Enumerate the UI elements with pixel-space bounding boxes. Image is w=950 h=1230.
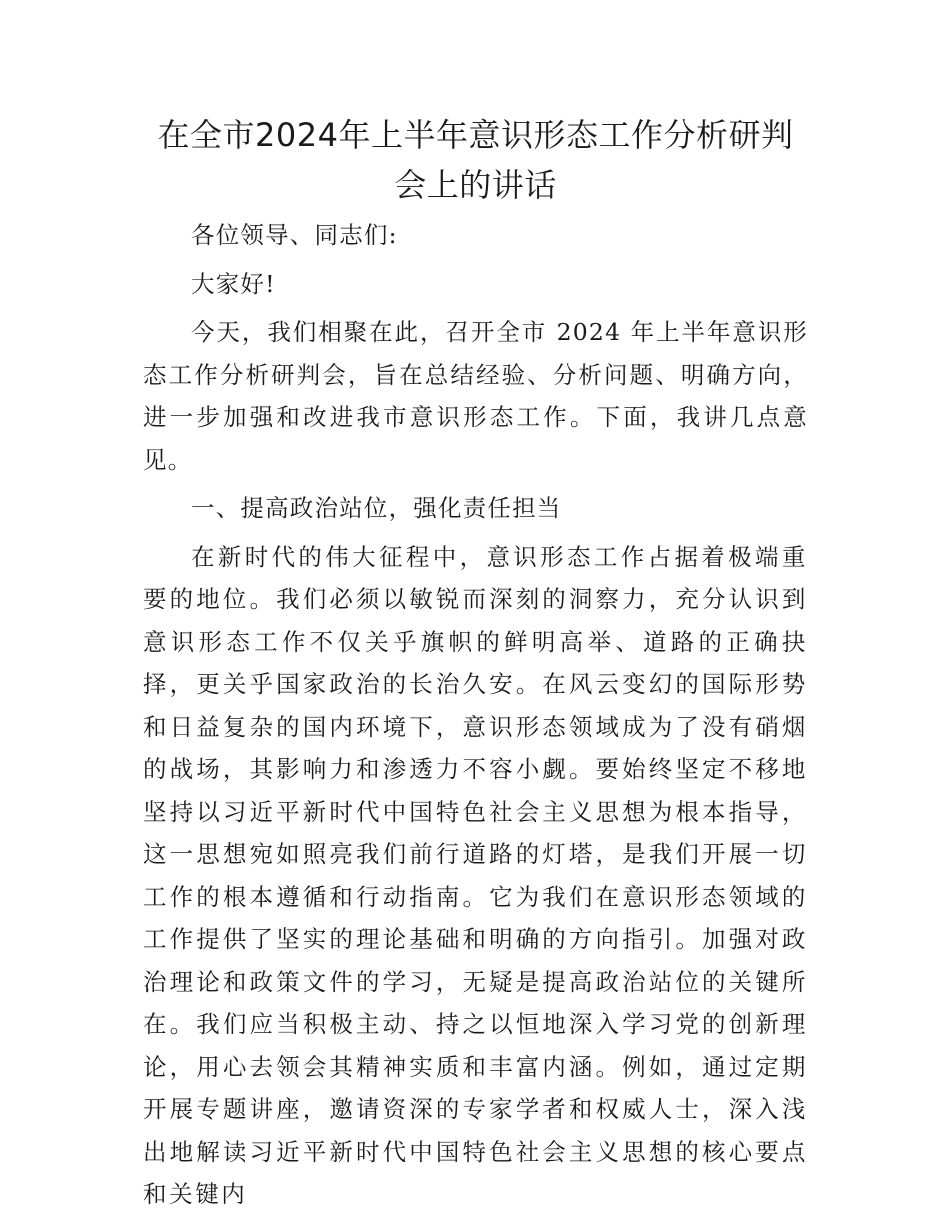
salutation: 各位领导、同志们:: [191, 221, 398, 249]
section-1-paragraph: 在新时代的伟大征程中，意识形态工作占据着极端重要的地位。我们必须以敏锐而深刻的洞察力，充分认识到意识形态工作不仅关乎旗帜的鲜明高举、道路的正确抉择，更关乎国家政治的长治久安。在风云变幻的国际形势和日益复杂的国内环境下，意识形态领域成为了没有硝烟的战场，其影响力和渗透力不容小觑。要始终坚定不移地坚持以习近平新时代中国特色社会主义思想为根本指导，这一思想宛如照亮我们前行道路的灯塔，是我们开展一切工作的根本遵循和行动指南。它为我们在意识形态领域的工作提供了坚实的理论基础和明确的方向指引。加强对政治理论和政策文件的学习，无疑是提高政治站位的关键所在。我们应当积极主动、持之以恒地深入学习党的创新理论，用心去领会其精神实质和丰富内涵。例如，通过定期开展专题讲座，邀请资深的专家学者和权威人士，深入浅出地解读习近平新时代中国特色社会主义思想的核心要点和关键内: [143, 542, 808, 1208]
greeting: 大家好!: [191, 269, 276, 298]
document-page: [143, 110, 808, 1222]
section-heading-1: 一、提高政治站位，强化责任担当: [191, 494, 562, 522]
document-title: 在全市2024年上半年意识形态工作分析研判会上的讲话: [157, 116, 794, 204]
intro-paragraph: 今天，我们相聚在此，召开全市 2024 年上半年意识形态工作分析研判会，旨在总结经验、分析问题、明确方向，进一步加强和改进我市意识形态工作。下面，我讲几点意见。: [143, 318, 808, 474]
document-body: [143, 214, 808, 1216]
